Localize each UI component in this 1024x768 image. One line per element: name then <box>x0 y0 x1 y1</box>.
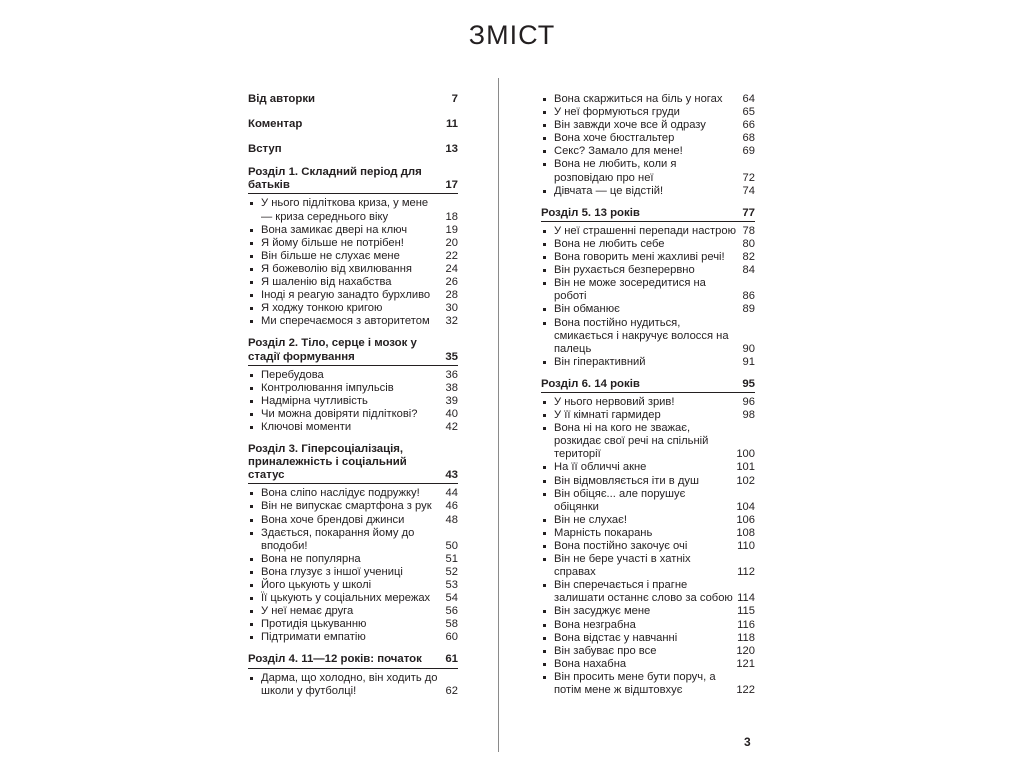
toc-entry-title: Чи можна довіряти підліткові? <box>261 407 418 420</box>
toc-entry-title: Контролювання імпульсів <box>261 381 394 394</box>
toc-entry-title: У нього підліткова криза, у мене — криза середнього віку <box>261 197 429 223</box>
toc-entry-title: Він засуджує мене <box>554 605 651 618</box>
toc-item <box>248 276 458 289</box>
toc-entry-page: 44 <box>445 487 458 500</box>
toc-entry-title: Від авторки <box>248 93 316 105</box>
page-title: ЗМІСТ <box>468 20 556 50</box>
toc-entry-title: Я шаленію від нахабства <box>261 276 392 289</box>
toc-item <box>541 579 755 605</box>
toc-item <box>248 618 458 631</box>
toc-entry-title: Вона хоче бюстгальтер <box>554 132 675 145</box>
toc-item <box>541 527 755 540</box>
toc-entry-title: Вона скаржиться на біль у ногах <box>554 93 723 105</box>
toc-entry-page: 90 <box>742 342 755 355</box>
toc-entry-page: 102 <box>736 474 755 487</box>
toc-entry-page: 96 <box>742 395 755 408</box>
toc-item <box>248 315 458 328</box>
toc-item <box>541 145 755 158</box>
toc-entry-page: 108 <box>736 526 755 539</box>
toc-top-entry <box>248 93 458 107</box>
toc-entry-page: 118 <box>737 631 755 644</box>
toc-item <box>541 106 755 119</box>
toc-entry-title: У неї формуються груди <box>554 106 680 119</box>
toc-entry-title: Надмірна чутливість <box>261 394 368 407</box>
toc-section-heading <box>248 653 458 668</box>
toc-item <box>541 488 755 514</box>
toc-entry-title: Розділ 6. 14 років <box>541 377 640 390</box>
toc-item <box>541 277 755 303</box>
toc-entry-page: 68 <box>742 132 755 145</box>
toc-item <box>248 527 458 553</box>
toc-entry-page: 120 <box>736 644 755 657</box>
toc-entry-title: Ключові моменти <box>261 420 352 433</box>
toc-item <box>541 553 755 579</box>
toc-entry-page: 40 <box>445 407 458 420</box>
toc-entry-title: На її обличчі акне <box>554 461 647 474</box>
toc-entry-page: 36 <box>445 368 458 381</box>
toc-item <box>541 540 755 553</box>
toc-entry-page: 53 <box>445 579 458 591</box>
toc-entry-title: Він обманює <box>554 303 620 316</box>
toc-entry-page: 19 <box>445 223 458 236</box>
toc-item <box>541 475 755 488</box>
toc-entry-title: Вступ <box>248 143 282 156</box>
toc-entry-page: 17 <box>445 179 458 192</box>
toc-entry-page: 39 <box>445 394 458 407</box>
toc-item <box>248 631 458 644</box>
toc-entry-title: Він не випускає смартфона з рук <box>261 500 432 513</box>
column-divider <box>498 78 499 752</box>
toc-entry-page: 18 <box>445 210 458 223</box>
toc-section-heading <box>541 207 755 222</box>
toc-entry-page: 106 <box>736 513 755 526</box>
toc-item <box>248 263 458 276</box>
toc-item <box>248 250 458 263</box>
toc-item <box>541 396 755 409</box>
toc-entry-page: 20 <box>445 236 458 249</box>
toc-entry-title: Вона постійно нудиться, смикається і накручує волосся на палець <box>554 316 729 355</box>
toc-entry-page: 62 <box>445 684 458 697</box>
toc-entry-title: Вона не популярна <box>261 552 361 565</box>
toc-entry-page: 54 <box>445 592 458 605</box>
toc-entry-title: Дівчата — це відстій! <box>554 184 664 197</box>
toc-entry-page: 72 <box>742 171 755 184</box>
toc-entry-page: 84 <box>742 264 755 277</box>
toc-item <box>248 237 458 250</box>
toc-section-heading <box>248 166 458 194</box>
toc-entry-title: Його цькують у школі <box>261 579 372 591</box>
toc-entry-page: 98 <box>742 409 755 422</box>
toc-entry-title: Вона нахабна <box>554 657 627 670</box>
toc-entry-title: Вона не любить, коли я розповідаю про неї <box>554 158 677 184</box>
toc-item <box>541 93 755 106</box>
toc-item <box>541 317 755 356</box>
toc-section-heading <box>248 443 458 484</box>
toc-entry-title: Вона постійно закочує очі <box>554 540 688 552</box>
toc-entry-page: 110 <box>737 540 755 552</box>
toc-entry-page: 50 <box>445 539 458 552</box>
toc-item <box>541 238 755 251</box>
toc-section-heading <box>541 378 755 393</box>
toc-section-heading <box>248 337 458 365</box>
toc-entry-page: 30 <box>445 302 458 315</box>
toc-entry-page: 38 <box>445 381 458 394</box>
toc-entry-page: 56 <box>445 605 458 618</box>
toc-entry-title: Вона глузує з іншої учениці <box>261 565 403 578</box>
toc-entry-page: 122 <box>736 684 755 697</box>
toc-entry-title: У нього нервовий зрив! <box>554 395 675 408</box>
toc-entry-title: Перебудова <box>261 368 324 381</box>
toc-entry-title: Він завжди хоче все й одразу <box>554 119 706 132</box>
toc-entry-page: 82 <box>742 251 755 264</box>
toc-entry-page: 11 <box>445 118 458 131</box>
toc-entry-page: 100 <box>736 448 755 461</box>
toc-item <box>541 605 755 618</box>
toc-entry-page: 91 <box>742 355 755 368</box>
toc-entry-page: 114 <box>737 592 755 605</box>
toc-item <box>248 487 458 500</box>
toc-item <box>248 369 458 382</box>
toc-entry-title: Іноді я реагую занадто бурхливо <box>261 289 431 302</box>
toc-entry-title: Він не бере участі в хатніх справах <box>554 553 691 579</box>
toc-entry-title: У неї немає друга <box>261 605 354 618</box>
toc-entry-title: Я йому більше не потрібен! <box>261 236 404 249</box>
toc-top-entry <box>248 118 458 132</box>
toc-entry-page: 121 <box>736 657 755 670</box>
toc-item <box>248 289 458 302</box>
toc-entry-title: Розділ 5. 13 років <box>541 206 640 219</box>
toc-entry-page: 80 <box>742 237 755 250</box>
toc-entry-title: Він рухається безперервно <box>554 264 695 277</box>
toc-entry-page: 43 <box>445 469 458 482</box>
toc-entry-title: Він не слухає! <box>554 513 627 526</box>
toc-top-entry <box>248 143 458 157</box>
toc-item <box>248 302 458 315</box>
toc-item <box>541 671 755 697</box>
toc-entry-title: Секс? Замало для мене! <box>554 145 683 158</box>
toc-entry-page: 112 <box>737 566 755 579</box>
toc-entry-page: 64 <box>742 93 755 105</box>
toc-entry-title: Підтримати емпатію <box>261 631 366 644</box>
toc-entry-title: Він гіперактивний <box>554 355 646 368</box>
toc-entry-page: 28 <box>445 289 458 302</box>
toc-item <box>248 421 458 434</box>
toc-entry-title: Розділ 2. Тіло, серце і мозок у стадії формування <box>248 337 417 363</box>
toc-entry-page: 60 <box>445 631 458 644</box>
toc-entry-title: Протидія цькуванню <box>261 618 367 631</box>
toc-entry-title: Він просить мене бути поруч, а потім мене ж відштовхує <box>554 670 716 697</box>
toc-item <box>541 158 755 184</box>
toc-left-column <box>248 93 458 698</box>
toc-item <box>541 461 755 474</box>
toc-entry-title: Її цькують у соціальних мережах <box>261 592 431 605</box>
toc-entry-title: Коментар <box>248 118 303 131</box>
toc-item <box>248 408 458 421</box>
toc-entry-title: Він обіцяє... але порушує обіцянки <box>554 487 686 513</box>
toc-entry-title: Він відмовляється іти в душ <box>554 474 699 487</box>
toc-item <box>248 395 458 408</box>
toc-entry-title: Вона не любить себе <box>554 237 665 250</box>
toc-entry-page: 95 <box>742 377 755 390</box>
toc-entry-page: 89 <box>742 303 755 316</box>
toc-item <box>248 566 458 579</box>
toc-entry-title: Вона хоче брендові джинси <box>261 513 405 526</box>
toc-entry-page: 61 <box>445 653 458 666</box>
toc-entry-page: 101 <box>736 461 755 474</box>
toc-item <box>541 409 755 422</box>
toc-entry-title: Дарма, що холодно, він ходить до школи у футболці! <box>261 671 438 697</box>
toc-item <box>541 303 755 316</box>
toc-entry-page: 69 <box>742 145 755 158</box>
toc-item <box>248 197 458 223</box>
toc-entry-page: 13 <box>445 143 458 156</box>
toc-item <box>248 224 458 237</box>
toc-entry-page: 78 <box>742 224 755 237</box>
toc-entry-title: Я божеволію від хвилювання <box>261 262 412 275</box>
toc-item <box>541 264 755 277</box>
toc-entry-page: 77 <box>742 206 755 219</box>
toc-entry-page: 104 <box>736 500 755 513</box>
toc-item <box>248 592 458 605</box>
toc-item <box>248 514 458 527</box>
toc-item <box>248 672 458 698</box>
toc-item <box>248 579 458 592</box>
toc-entry-page: 51 <box>445 552 458 565</box>
toc-entry-title: Ми сперечаємося з авторитетом <box>261 315 430 328</box>
toc-item <box>248 500 458 513</box>
toc-item <box>248 605 458 618</box>
toc-entry-page: 7 <box>451 93 458 105</box>
toc-entry-title: Вона відстає у навчанні <box>554 631 678 644</box>
toc-item <box>248 553 458 566</box>
toc-entry-page: 42 <box>445 420 458 433</box>
toc-entry-title: Він сперечається і прагне залишати останнє слово за собою <box>554 579 733 605</box>
toc-entry-page: 26 <box>445 276 458 289</box>
toc-item <box>541 619 755 632</box>
toc-entry-title: Здається, покарання йому до вподоби! <box>261 526 415 552</box>
toc-entry-page: 24 <box>445 262 458 275</box>
toc-item <box>248 382 458 395</box>
toc-entry-title: Вона говорить мені жахливі речі! <box>554 251 725 264</box>
toc-entry-title: Він забуває про все <box>554 644 657 657</box>
toc-item <box>541 645 755 658</box>
toc-entry-page: 22 <box>445 249 458 262</box>
toc-entry-page: 58 <box>445 618 458 631</box>
toc-entry-title: Він більше не слухає мене <box>261 249 400 262</box>
toc-entry-page: 116 <box>737 618 755 631</box>
toc-entry-page: 86 <box>742 290 755 303</box>
toc-right-column <box>541 93 755 697</box>
toc-entry-page: 74 <box>742 184 755 197</box>
toc-entry-page: 46 <box>445 500 458 513</box>
page-number: 3 <box>744 735 751 749</box>
toc-entry-title: У неї страшенні перепади настрою <box>554 224 736 237</box>
toc-entry-title: Марність покарань <box>554 526 653 539</box>
toc-entry-title: Вона ні на кого не зважає, розкидає свої речі на спільній території <box>554 422 709 461</box>
toc-item <box>541 514 755 527</box>
toc-item <box>541 356 755 369</box>
toc-entry-title: У її кімнаті гармидер <box>554 409 661 422</box>
toc-entry-page: 35 <box>445 350 458 363</box>
toc-entry-page: 115 <box>737 605 755 618</box>
toc-entry-page: 32 <box>445 315 458 328</box>
toc-item <box>541 422 755 461</box>
toc-entry-page: 66 <box>742 119 755 132</box>
toc-item <box>541 658 755 671</box>
toc-entry-title: Я ходжу тонкою кригою <box>261 302 383 315</box>
toc-item <box>541 132 755 145</box>
toc-entry-title: Розділ 1. Складний період для батьків <box>248 166 422 192</box>
toc-entry-page: 52 <box>445 565 458 578</box>
toc-entry-page: 65 <box>742 106 755 119</box>
toc-item <box>541 119 755 132</box>
toc-entry-title: Розділ 3. Гіперсоціалізація, приналежність і соціальний статус <box>248 443 407 482</box>
toc-entry-title: Розділ 4. 11—12 років: початок <box>248 653 422 666</box>
toc-entry-title: Вона замикає двері на ключ <box>261 223 408 236</box>
toc-entry-title: Вона незграбна <box>554 618 636 631</box>
toc-entry-title: Вона сліпо наслідує подружку! <box>261 487 420 500</box>
toc-item <box>541 251 755 264</box>
toc-item <box>541 225 755 238</box>
toc-entry-page: 48 <box>445 513 458 526</box>
toc-entry-title: Він не може зосередитися на роботі <box>554 277 706 303</box>
toc-item <box>541 185 755 198</box>
toc-item <box>541 632 755 645</box>
